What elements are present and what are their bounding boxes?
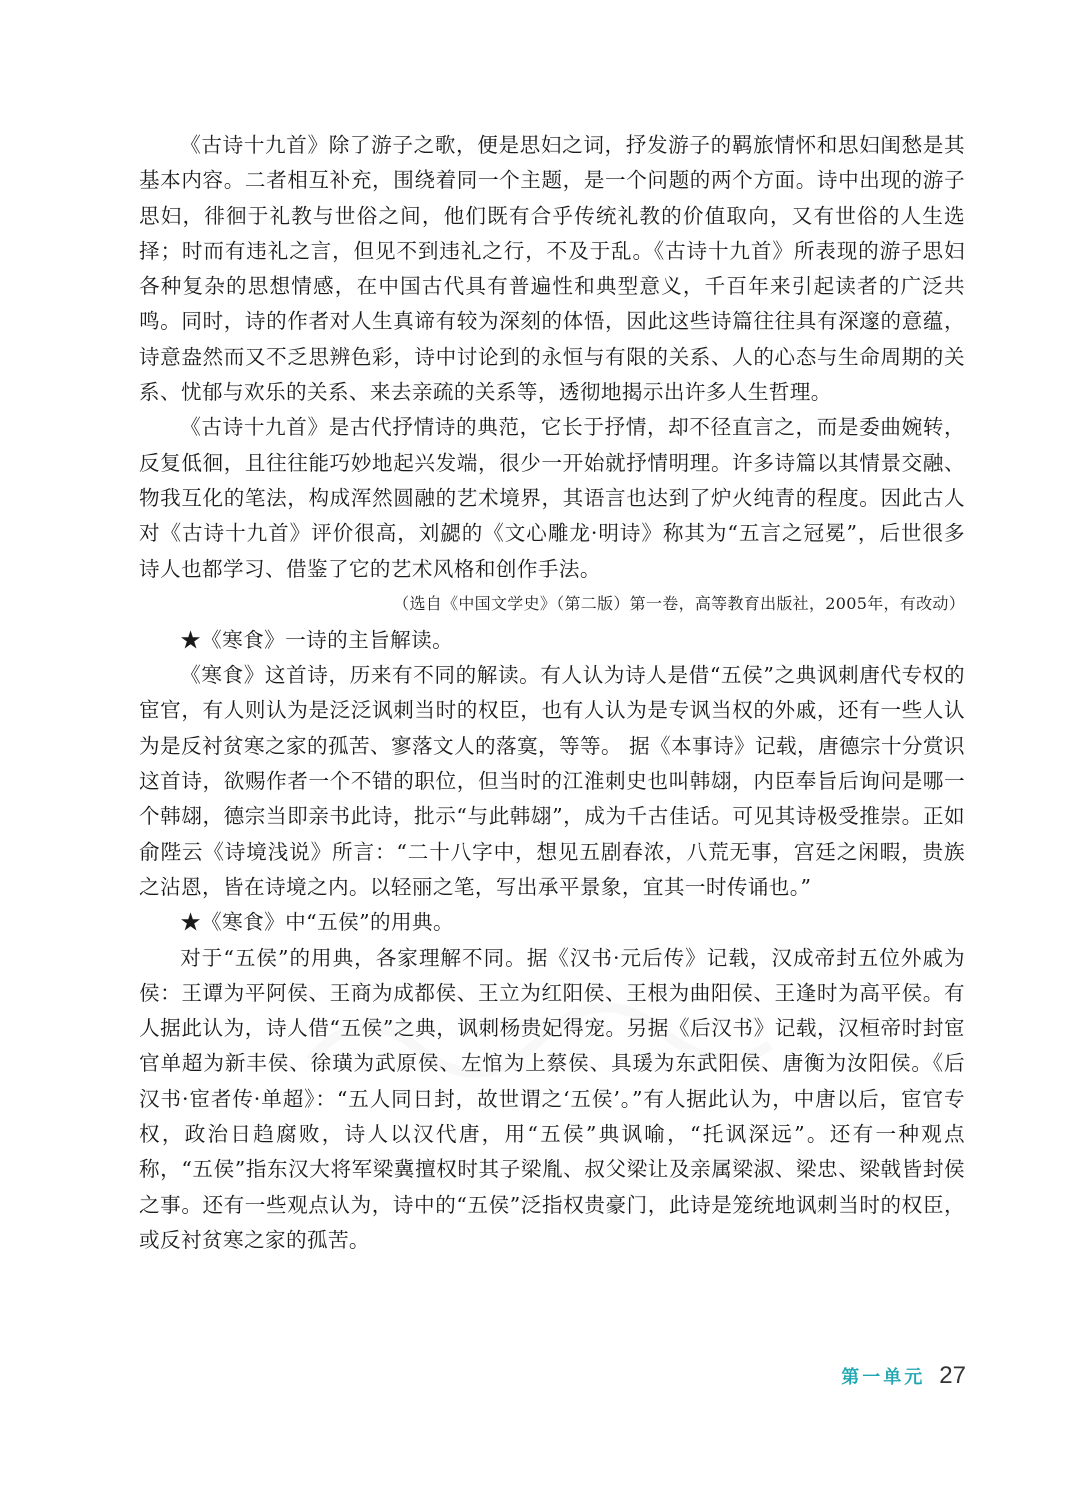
paragraph-themes: 《古诗十九首》除了游子之歌，便是思妇之词，抒发游子的羁旅情怀和思妇闺愁是其基本内容。二者相互补充，围绕着同一个主题，是一个问题的两个方面。诗中出现的游子思妇，徘徊于礼教与世俗之间，他们既有合乎传统礼教的价值取向，又有世俗的人生选择；时而有违礼之言，但见不到违礼之行，不及于乱。《古诗十九首》所表现的游子思妇各种复杂的思想情感，在中国古代具有普遍性和典型意义，千百年来引起读者的广泛共鸣。同时，诗的作者对人生真谛有较为深刻的体悟，因此这些诗篇往往具有深邃的意蕴，诗意盎然而又不乏思辨色彩，诗中讨论到的永恒与有限的关系、人的心态与生命周期的关系、忧郁与欢乐的关系、来去亲疏的关系等，透彻地揭示出许多人生哲理。 xyxy=(139,133,965,405)
page-footer xyxy=(841,1362,966,1390)
source-citation: （选自《中国文学史》（第二版）第一卷，高等教育出版社，2005年，有改动） xyxy=(393,593,965,613)
paragraph-lyric-model: 《古诗十九首》是古代抒情诗的典范，它长于抒情，却不径直言之，而是委曲婉转，反复低徊，且往往能巧妙地起兴发端，很少一开始就抒情明理。许多诗篇以其情景交融、物我互化的笔法，构成浑然圆融的艺术境界，其语言也达到了炉火纯青的程度。因此古人对《古诗十九首》评价很高，刘勰的《文心雕龙·明诗》称其为“五言之冠冕”，后世很多诗人也都学习、借鉴了它的艺术风格和创作手法。 xyxy=(139,415,965,581)
paragraph-wuhou-allusion: 对于“五侯”的用典，各家理解不同。据《汉书·元后传》记载，汉成帝封五位外戚为侯：王谭为平阿侯、王商为成都侯、王立为红阳侯、王根为曲阳侯、王逢时为高平侯。有人据此认为，诗人借“五侯”之典，讽刺杨贵妃得宠。另据《后汉书》记载，汉桓帝时封宦官单超为新丰侯、徐璜为武原侯、左悺为上蔡侯、具瑗为东武阳侯、唐衡为汝阳侯。《后汉书·宦者传·单超》：“五人同日封，故世谓之‘五侯’。”有人据此认为，中唐以后，宦官专权，政治日趋腐败，诗人以汉代唐，用“五侯”典讽喻，“托讽深远”。还有一种观点称，“五侯”指东汉大将军梁冀擅权时其子梁胤、叔父梁让及亲属梁淑、梁忠、梁戟皆封侯之事。还有一些观点认为，诗中的“五侯”泛指权贵豪门，此诗是笼统地讽刺当时的权臣，或反衬贫寒之家的孤苦。 xyxy=(139,945,965,1252)
section-heading-theme: ★《寒食》一诗的主旨解读。 xyxy=(180,627,454,652)
paragraph-theme-interpretation: 《寒食》这首诗，历来有不同的解读。有人认为诗人是借“五侯”之典讽刺唐代专权的宦官，有人则认为是泛泛讽刺当时的权臣，也有人认为是专讽当权的外戚，还有一些人认为是反衬贫寒之家的孤苦、寥落文人的落寞，等等。 据《本事诗》记载，唐德宗十分赏识这首诗，欲赐作者一个不错的职位，但当时的江淮刺史也叫韩翃，内臣奉旨后询问是哪一个韩翃，德宗当即亲书此诗，批示“与此韩翃”，成为千古佳话。可见其诗极受推崇。正如俞陛云《诗境浅说》所言：“二十八字中，想见五剧春浓，八荒无事，宫廷之闲暇，贵族之沾恩，皆在诗境之内。以轻丽之笔，写出承平景象，宜其一时传诵也。” xyxy=(139,663,965,899)
page-content xyxy=(139,128,965,1258)
unit-label: 第一单元 xyxy=(841,1367,926,1388)
section-heading-allusion: ★《寒食》中“五侯”的用典。 xyxy=(180,910,454,935)
page-number: 27 xyxy=(939,1362,966,1389)
